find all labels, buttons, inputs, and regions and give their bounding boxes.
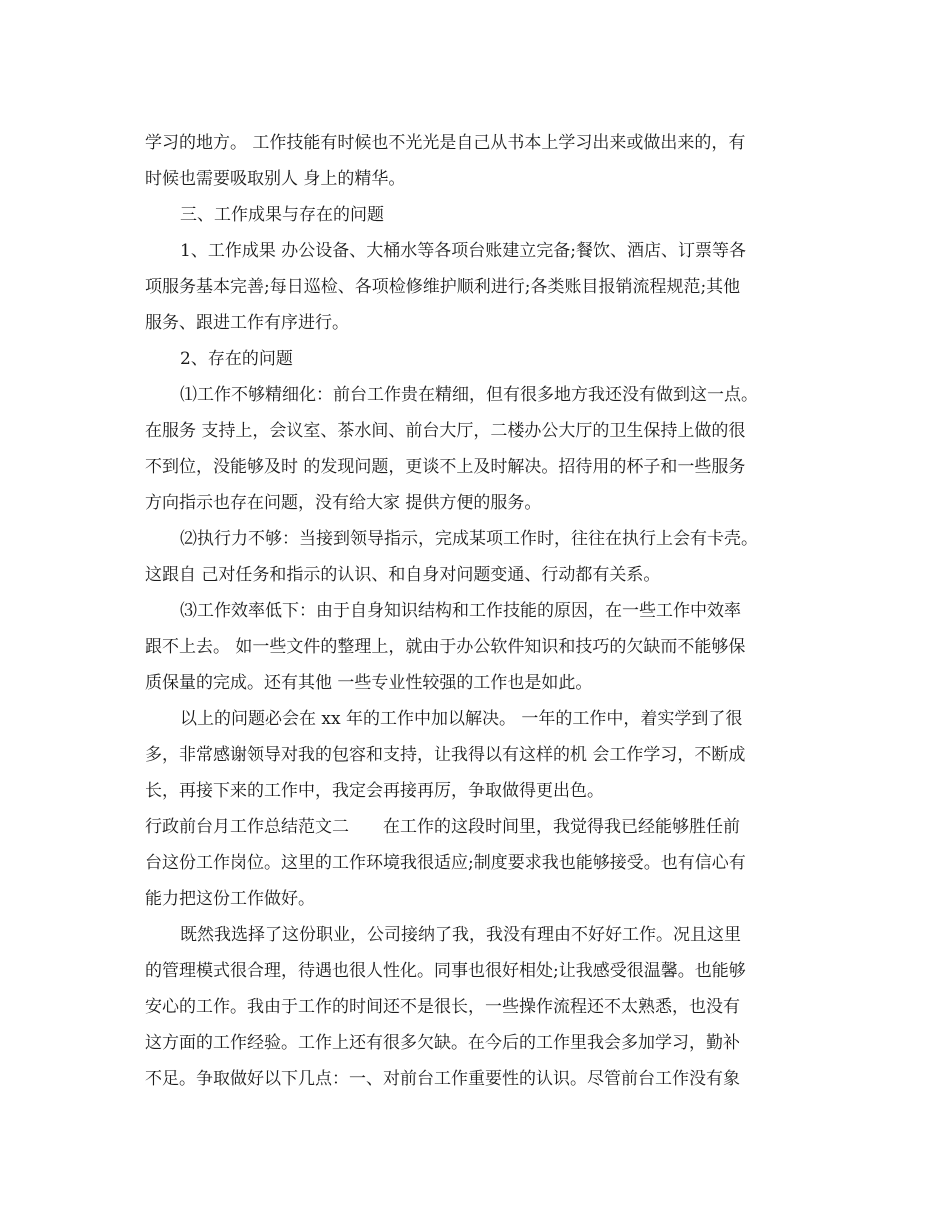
- subsection-heading: 2、存在的问题: [180, 349, 293, 369]
- text-line: 方向指示也存在问题，没有给大家 提供方便的服务。: [145, 493, 542, 513]
- text-line: 行政前台月工作总结范文二 在工作的这段时间里，我觉得我已经能够胜任前: [145, 817, 740, 837]
- text-line: 不足。争取做好以下几点：一、对前台工作重要性的认识。尽管前台工作没有象: [145, 1069, 740, 1089]
- text-line: ⑶工作效率低下：由于自身知识结构和工作技能的原因，在一些工作中效率: [180, 601, 741, 621]
- text-line: 台这份工作岗位。这里的工作环境我很适应;制度要求我也能够接受。也有信心有: [145, 853, 746, 873]
- text-line: 这方面的工作经验。工作上还有很多欠缺。在今后的工作里我会多加学习，勤补: [145, 1033, 740, 1053]
- text-line: 不到位，没能够及时 的发现问题，更谈不上及时解决。招待用的杯子和一些服务: [145, 457, 746, 477]
- section-heading: 三、工作成果与存在的问题: [180, 205, 384, 225]
- text-line: 在服务 支持上，会议室、茶水间、前台大厅，二楼办公大厅的卫生保持上做的很: [145, 421, 746, 441]
- text-line: 服务、跟进工作有序进行。: [145, 313, 349, 333]
- text-line: 1、工作成果 办公设备、大桶水等各项台账建立完备;餐饮、酒店、订票等各: [180, 241, 746, 261]
- text-line: 这跟自 己对任务和指示的认识、和自身对问题变通、行动都有关系。: [145, 565, 661, 585]
- text-line: 既然我选择了这份职业，公司接纳了我，我没有理由不好好工作。况且这里: [180, 925, 741, 945]
- text-line: ⑴工作不够精细化：前台工作贵在精细，但有很多地方我还没有做到这一点。: [180, 385, 758, 405]
- text-line: 质保量的完成。还有其他 一些专业性较强的工作也是如此。: [145, 673, 593, 693]
- text-line: 长，再接下来的工作中，我定会再接再厉，争取做得更出色。: [145, 781, 604, 801]
- text-line: 安心的工作。我由于工作的时间还不是很长，一些操作流程还不太熟悉，也没有: [145, 997, 740, 1017]
- text-line: 学习的地方。 工作技能有时候也不光光是自己从书本上学习出来或做出来的，有: [145, 133, 746, 153]
- text-line: 多，非常感谢领导对我的包容和支持，让我得以有这样的机 会工作学习，不断成: [145, 745, 746, 765]
- text-line: ⑵执行力不够：当接到领导指示，完成某项工作时，往往在执行上会有卡壳。: [180, 529, 758, 549]
- text-line: 时候也需要吸取别人 身上的精华。: [145, 169, 406, 189]
- text-line: 项服务基本完善;每日巡检、各项检修维护顺利进行;各类账目报销流程规范;其他: [145, 277, 741, 297]
- text-line: 的管理模式很合理，待遇也很人性化。同事也很好相处;让我感受很温馨。也能够: [145, 961, 746, 981]
- text-line: 跟不上去。 如一些文件的整理上，就由于办公软件知识和技巧的欠缺而不能够保: [145, 637, 746, 657]
- text-line: 以上的问题必会在 xx 年的工作中加以解决。 一年的工作中，着实学到了很: [180, 709, 743, 729]
- text-line: 能力把这份工作做好。: [145, 889, 315, 909]
